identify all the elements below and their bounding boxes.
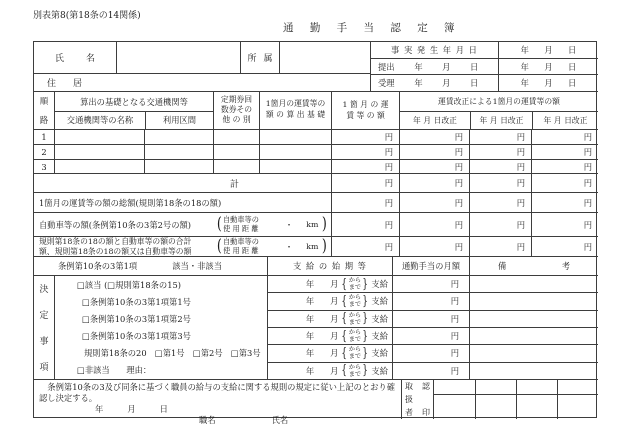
distance-dot: ・ [284,219,294,230]
ticket-type-field[interactable] [213,130,259,144]
grand-total-revision-2[interactable]: 円 [469,193,531,212]
submit-date-value[interactable]: 年 月 日 [498,59,598,75]
basis-header: 算出の基礎となる交通機関等 [80,96,188,107]
route-number-header: 順 路 [39,96,49,125]
car-amount-label: 自動車等の額(条例第10条の3第2号の額) [39,219,192,230]
payment-start-row[interactable]: 年 月 { から まで } 支給 [268,362,392,379]
revision-header-group [399,92,598,129]
seal-title-row [434,380,598,394]
transport-name-field[interactable] [54,160,144,174]
revision-cell-1[interactable]: 円 [399,145,469,159]
revision-header: 運賃改正による1箇月の運賃等の額 [438,97,560,106]
grand-total-revision-3[interactable]: 円 [531,193,598,212]
decision-item-clause1[interactable]: □条例第10条の3第1項第1号 [82,296,191,307]
combined-revision-2[interactable]: 円 [469,237,531,256]
remarks-cell[interactable] [470,344,598,361]
seal-stamp-cell[interactable] [434,395,475,419]
remarks-column [469,276,598,379]
car-distance-group[interactable]: ( 自動車等の 使 用 距 離 ・ km ) [217,214,328,235]
confirmation-section [34,379,598,426]
fact-date-row [371,42,598,58]
revision-cell-3[interactable]: 円 [531,145,598,159]
monthly-allowance-cell[interactable]: 円 [393,310,469,327]
remarks-cell[interactable] [470,310,598,327]
residence-field[interactable] [82,74,370,91]
affiliation-label: 所 属 [240,42,279,73]
seal-title-cell[interactable] [516,380,557,394]
signer-name-label: 氏名 [271,415,289,426]
fact-date-label: 事 実 発 生 年 月 日 [391,44,478,55]
section-used-field[interactable] [144,130,213,144]
revision-cell-3[interactable]: 円 [531,160,598,174]
fare-row-3 [34,159,598,174]
residence-row: 住 居 [34,73,370,91]
decision-item-rule18-20[interactable]: 規則第18条の20 □第1号 □第2号 □第3号 [84,348,261,359]
name-label: 氏 名 [55,54,95,64]
name-row [34,42,370,73]
monthly-allowance-cell[interactable]: 円 [450,279,459,290]
car-revision-1[interactable]: 円 [399,213,469,236]
name-field[interactable] [116,42,240,73]
decision-header-row [34,257,598,275]
payment-start-row[interactable]: 年 月 { から まで } 支給 [268,344,392,361]
fare-header [34,92,598,129]
revision-date-header-2: 年 月 日改正 [470,112,532,129]
distance-dot: ・ [284,241,294,252]
transport-name-header: 交通機関等の名称 [66,115,134,126]
revision-date-header-3: 年 月 日改正 [532,112,598,129]
total-label: 計 [229,179,239,190]
remarks-cell[interactable] [470,362,598,379]
monthly-allowance-cell[interactable]: 円 [393,362,469,379]
payment-start-row[interactable]: 年 月 { から まで } 支給 [268,310,392,327]
seal-title-cell[interactable] [557,380,598,394]
payment-start-row[interactable]: 年 月 { から まで } 支給 [305,276,388,292]
payment-start-row[interactable]: 年 月 { から まで } 支給 [268,327,392,344]
decision-item-not-applicable[interactable]: □非該当 理由： [77,365,152,376]
affiliation-field[interactable] [279,42,370,73]
payment-start-header: 支 給 の 始 期 等 [267,257,392,275]
combined-amount-label: 規則第18条の18の額と自動車等の額の合計 額、規則第18条の18の額又は自動車等の額 [39,237,192,256]
distance-label: 自動車等の 使 用 距 離 [222,236,259,255]
car-amount-row [34,212,598,236]
decision-item-clause2[interactable]: □条例第10条の3第1項第2号 [82,313,191,324]
accept-date-ymd[interactable]: 年 月 日 [414,78,479,89]
grand-total-revision-1[interactable]: 円 [399,193,469,212]
calc-basis-field[interactable] [259,130,331,144]
submit-label: 提出 [378,61,395,72]
remarks-cell[interactable] [470,327,598,344]
fare-row-2 [34,144,598,159]
combined-amount-row [34,236,598,256]
confirmation-text-block [34,380,401,426]
calc-basis-header: 1箇月の運賃等の 額 の 算 出 基 礎 [259,92,331,129]
section-used-field[interactable] [144,160,213,174]
remarks-cell[interactable] [470,276,598,292]
seal-stamp-cell[interactable] [516,395,557,419]
route-number: 3 [41,161,47,172]
seal-title-cell[interactable] [434,380,475,394]
payment-start-row[interactable]: 年 月 { から まで } 支給 [268,292,392,309]
calc-basis-field[interactable] [259,145,331,159]
km-unit: km [306,220,319,230]
revision-cell-1[interactable]: 円 [399,160,469,174]
accept-label: 受理 [378,78,395,89]
remarks-cell[interactable] [470,292,598,309]
fare-table [34,91,598,256]
calc-basis-field[interactable] [259,160,331,174]
total-revision-1[interactable]: 円 [399,174,469,192]
distance-label: 自動車等の 使 用 距 離 [222,215,259,233]
monthly-fare-cell[interactable]: 円 [331,160,399,174]
signature-line [39,415,396,426]
confirmation-text: 条例第10条の3及び同条に基づく職員の給与の支給に関する規則の規定に従い上記のとおり確認し決定する。 [39,382,396,403]
revision-cell-1[interactable]: 円 [399,130,469,144]
seal-stamp-row [434,394,598,419]
route-number: 2 [41,146,47,157]
accept-date-value[interactable]: 年 月 日 [498,75,598,91]
payment-start-column [267,276,392,379]
car-monthly-cell[interactable]: 円 [331,213,399,236]
total-revision-3[interactable]: 円 [531,174,598,192]
submit-date-ymd[interactable]: 年 月 日 [414,61,479,72]
combined-revision-1[interactable]: 円 [399,237,469,256]
confirmation-date[interactable]: 年 月 日 [95,403,168,414]
total-revision-2[interactable]: 円 [469,174,531,192]
monthly-allowance-cell[interactable]: 円 [393,292,469,309]
combined-distance-group[interactable]: ( 自動車等の 使 用 距 離 ・ km ) [217,236,328,257]
decision-section [34,256,598,379]
combined-monthly-cell[interactable]: 円 [331,237,399,256]
section-used-header: 利用区間 [145,112,213,129]
car-revision-2[interactable]: 円 [469,213,531,236]
decision-vertical-label: 決 定 事 項 [39,285,49,373]
revision-date-header-1: 年 月 日改正 [413,115,457,125]
monthly-allowance-column [392,276,469,379]
submit-date-row [371,58,598,75]
fact-date-value[interactable]: 年 月 日 [498,42,598,58]
fare-row-1 [34,129,598,144]
remarks-header: 備 考 [469,257,598,275]
clause-header: 条例第10条の3第1項 該当・非該当 [58,261,222,271]
transport-name-field[interactable] [54,145,144,159]
seal-title-cell[interactable] [475,380,516,394]
decision-items [54,276,267,379]
form-table [33,41,597,426]
form-annotation: 別表第8(第18条の14関係) [33,11,141,21]
accept-date-row [371,74,598,91]
revision-cell-2[interactable]: 円 [469,145,531,159]
decision-item-applicable[interactable]: □該当 (□規則第18条の15) [77,279,181,290]
seal-grid [433,380,598,419]
section-used-field[interactable] [144,145,213,159]
revision-cell-2[interactable]: 円 [469,130,531,144]
combined-revision-3[interactable]: 円 [531,237,598,256]
grand-total-row [34,192,598,212]
revision-cell-2[interactable]: 円 [469,160,531,174]
km-unit: km [306,242,319,252]
applicability-header: 該当・非該当 [172,261,222,271]
job-title-label: 職名 [199,415,216,426]
monthly-fare-cell[interactable]: 円 [331,145,399,159]
monthly-allowance-cell[interactable]: 円 [393,344,469,361]
dates-block [370,42,598,91]
ticket-type-header: 定期券回 数券その 他 の 別 [213,92,259,129]
transport-name-field[interactable] [54,130,144,144]
monthly-fare-header: 1 箇 月 の 運 賃 等 の 額 [331,92,399,129]
grand-total-monthly-cell[interactable]: 円 [331,193,399,212]
car-revision-3[interactable]: 円 [531,213,598,236]
monthly-allowance-cell[interactable]: 円 [393,327,469,344]
grand-total-label: 1箇月の運賃等の額の総額(規則第18条の18の額) [39,197,222,208]
basis-header-group [54,92,213,129]
identity-block [34,42,370,91]
revision-cell-3[interactable]: 円 [531,130,598,144]
total-monthly-cell[interactable]: 円 [331,174,399,192]
fare-total-row [34,173,598,192]
monthly-allowance-header: 通勤手当の月額 [392,257,469,275]
route-number: 1 [41,131,47,142]
decision-item-clause3[interactable]: □条例第10条の3第1項第3号 [82,331,191,342]
page-title: 通 勤 手 当 認 定 簿 [283,22,462,34]
handler-seal-label: 取 扱 者 認 印 [401,380,433,419]
ticket-type-field[interactable] [213,145,259,159]
monthly-fare-cell[interactable]: 円 [331,130,399,144]
seal-stamp-cell[interactable] [475,395,516,419]
seal-stamp-cell[interactable] [557,395,598,419]
ticket-type-field[interactable] [213,160,259,174]
decision-body [34,275,598,379]
